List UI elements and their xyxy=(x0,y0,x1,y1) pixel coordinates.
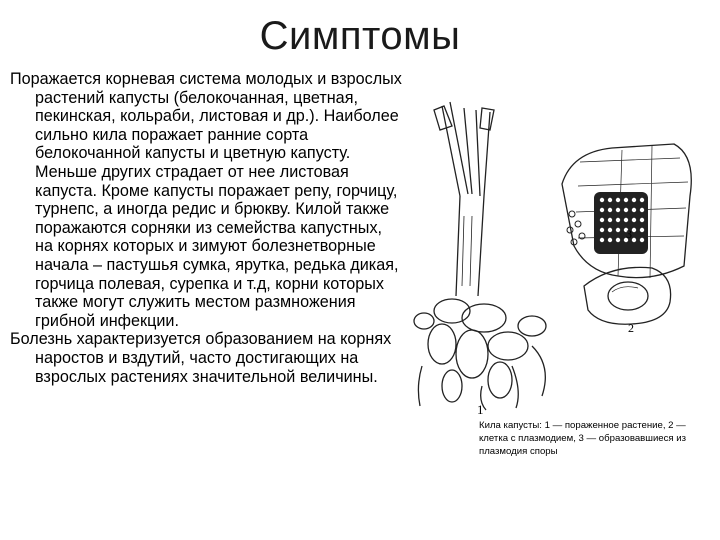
root-gall xyxy=(518,316,546,336)
loose-spores xyxy=(567,211,585,245)
root-gall xyxy=(456,330,488,378)
slide-title: Симптомы xyxy=(259,14,461,58)
root-tips xyxy=(418,346,545,410)
paragraph-description: Болезнь характеризуется образованием на корнях наростов и вздутий, часто достигающих на взрослых растениях значительной величины. xyxy=(10,330,392,386)
plasmodium xyxy=(608,282,648,310)
root-gall xyxy=(462,304,506,332)
root-gall xyxy=(414,313,434,329)
paragraph-hosts: Поражается корневая система молодых и взрослых растений капусты (белокочанная, цветная, пекинская, кольраби, листовая и др.). Наиболее сильно кила поражает ранние сорта белокочанной капусты и цветную капусту. Меньше других страдает от нее листовая капуста. Кроме капусты поражает репу, горчицу, турнепс, а иногда редис и брюкву. Килой также поражаются сорняки из семейства капустных, на корнях которых и зимуют болезнетворные начала – пастушья сумка, ярутка, редька дикая, горчица полевая, сурепка и т.д, корни которых также могут служить местом размножения грибной инфекции. xyxy=(10,70,402,330)
root-gall xyxy=(428,324,456,364)
root-gall xyxy=(488,362,512,398)
label-part-2: 2 xyxy=(628,321,634,335)
root-gall xyxy=(488,332,528,360)
figure-caption: Кила капусты: 1 — пораженное растение, 2 — клетка с плазмодием, 3 — образовавшиеся из плазмодия споры xyxy=(479,420,687,457)
clubroot-illustration xyxy=(412,96,702,412)
label-part-3: 3 xyxy=(626,227,632,241)
label-part-1: 1 xyxy=(477,402,484,417)
root-gall xyxy=(442,370,462,402)
leaf-stalks xyxy=(442,102,490,196)
symptoms-text xyxy=(10,70,402,386)
